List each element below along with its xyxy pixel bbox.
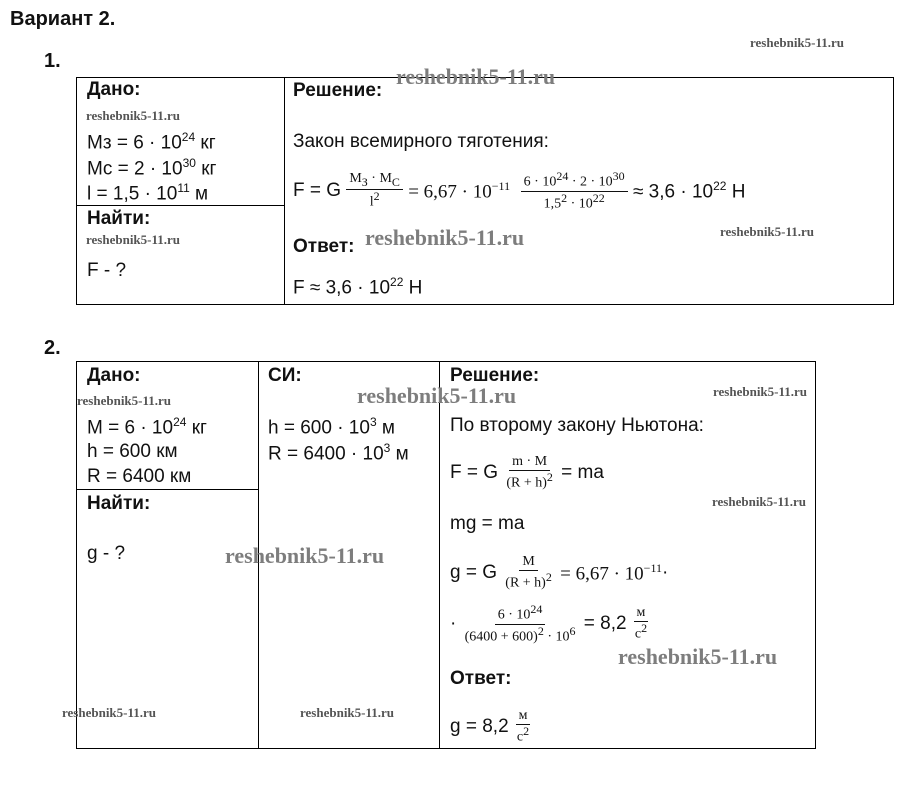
problem-2-find-title: Найти: [87,493,151,514]
problem-1-given-mz: Mз = $6 \cdot 10^{24}$ кг [87,130,216,154]
watermark: reshebnik5-11.ru [720,224,815,239]
watermark: reshebnik5-11.ru [396,64,556,89]
problem-2-number: 2. [44,337,61,359]
problem-2-formula-g: g = G $\frac{M}{(R + h)^2}$ = $6,67 \cdot 10^{-11}$ · [450,554,669,591]
problem-2-given-h: h = 600 км [87,441,178,462]
problem-2-formula-newton: F = G $\frac{m \cdot M}{(R + h)^2}$ = ma [450,454,604,491]
problem-1-solution-title: Решение: [293,80,383,101]
problem-2-formula-mg: mg = ma [450,513,525,534]
problem-1-answer-title: Ответ: [293,236,355,257]
problem-1-frac-mass: $\frac{M_З \cdot M_С}{l^2}$ [346,171,403,211]
problem-1-find-title: Найти: [87,208,151,229]
problem-2-si-h: $h = 600 \cdot 10^3$ м [268,415,395,439]
watermark: reshebnik5-11.ru [77,393,172,408]
problem-1-number: 1. [44,50,61,72]
watermark: reshebnik5-11.ru [300,705,395,720]
watermark: reshebnik5-11.ru [86,232,181,247]
watermark: reshebnik5-11.ru [86,108,181,123]
problem-2-si-title: СИ: [268,365,302,386]
problem-1-result: ≈ $3,6 \cdot 10^{22}$ Н [632,178,746,203]
problem-2-given-r: R = 6400 км [87,466,192,487]
problem-2-given-separator [77,489,258,490]
problem-2-formula-value: · $\frac{6 \cdot 10^{24}}{(6400 + 600)^2 \cdot 10^6}$ = 8,2 $\frac{м}{с^2}$ [450,601,648,645]
problem-1-law: Закон всемирного тяготения: [293,131,549,152]
problem-2-divider-solution [439,362,440,748]
problem-2-solution-title: Решение: [450,365,540,386]
problem-1-find: F - ? [87,260,127,281]
watermark: reshebnik5-11.ru [357,383,517,408]
problem-1-given-title: Дано: [87,79,141,100]
watermark: reshebnik5-11.ru [713,384,808,399]
page-title: Вариант 2. [10,8,116,30]
watermark: reshebnik5-11.ru [225,543,385,568]
problem-1-answer: $F \approx 3,6 \cdot 10^{22}$ Н [293,275,423,299]
watermark: reshebnik5-11.ru [750,35,845,50]
problem-1-given-mc: Mс = $2 \cdot 10^{30}$ кг [87,156,217,180]
problem-2-given-m: $M = 6 \cdot 10^{24}$ кг [87,415,207,439]
problem-2-find: g - ? [87,543,126,564]
watermark: reshebnik5-11.ru [365,225,525,250]
watermark: reshebnik5-11.ru [62,705,157,720]
problem-1-divider [284,78,285,304]
problem-1-given-l: $l = 1,5 \cdot 10^{11}$ м [87,181,209,205]
problem-2-given-title: Дано: [87,365,141,386]
problem-2-answer: g = 8,2 $\frac{м}{с^2}$ [450,708,530,745]
problem-1-frac-values: $\frac{6 \cdot 10^{24} \cdot 2 \cdot 10^{30}}{1,5^2 \cdot 10^{22}}$ [521,170,628,213]
watermark: reshebnik5-11.ru [712,494,807,509]
problem-2-answer-title: Ответ: [450,668,512,689]
problem-2-si-r: $R = 6400 \cdot 10^3$ м [268,441,409,465]
watermark: reshebnik5-11.ru [618,644,778,669]
problem-2-law: По второму закону Ньютона: [450,415,704,436]
problem-1-formula: F = G $\frac{M_З \cdot M_С}{l^2}$ = $6,67 \cdot 10^{-11}$ $\frac{6 \cdot 10^{24} \cdot 2 \cdot 10^{30}}{1,5^2 \cdot 10^{22}}$ ≈ $3,6 \cdot 10^{22}$ Н [293,168,746,212]
